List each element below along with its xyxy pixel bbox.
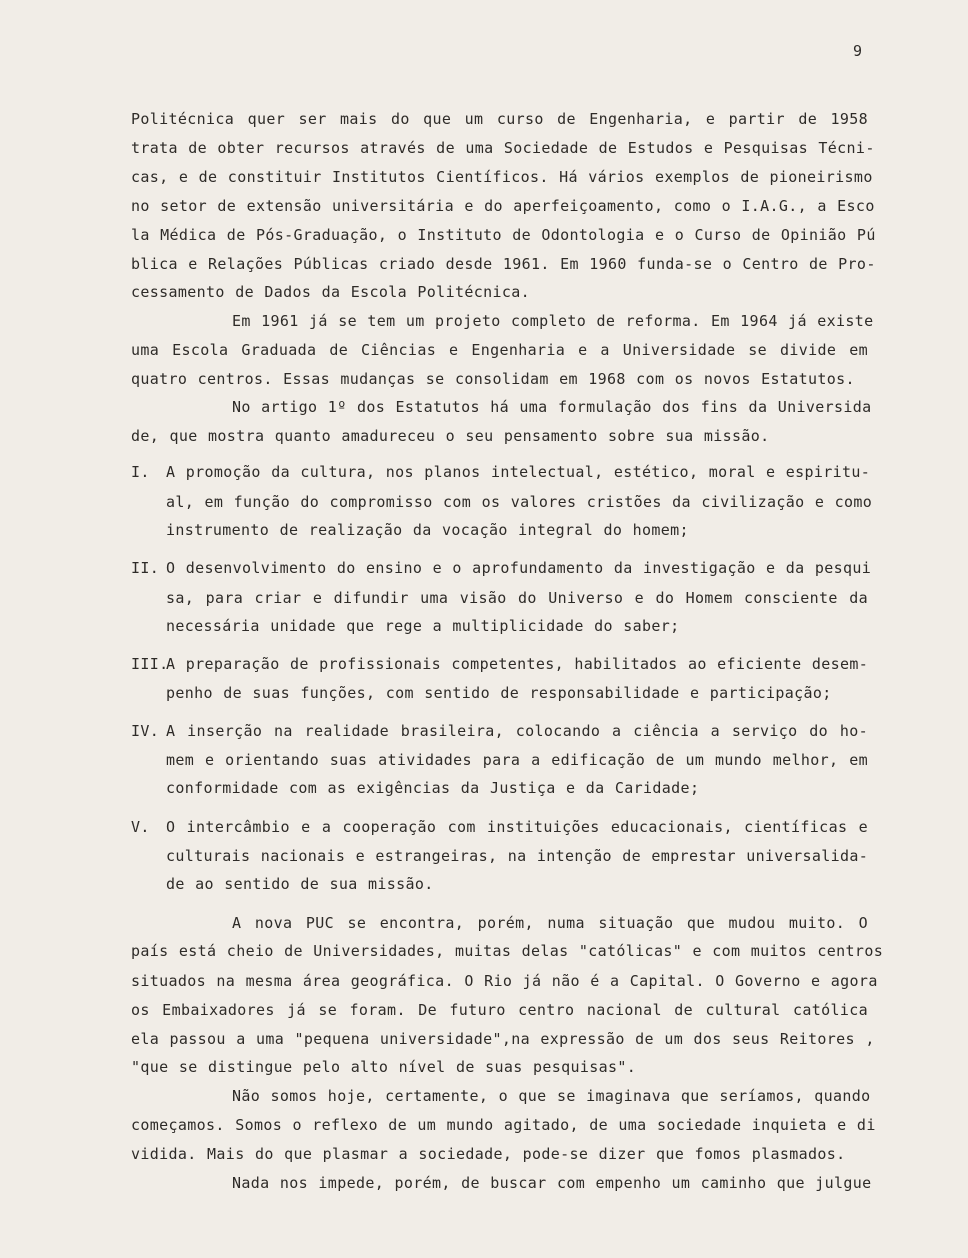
paragraph-line: "que se distingue pelo alto nível de suas pesquisas". <box>131 1058 637 1076</box>
list-item-line: mem e orientando suas atividades para a edificação de um mundo melhor, em <box>166 751 868 769</box>
paragraph-line: A nova PUC se encontra, porém, numa situação que mudou muito. O <box>232 914 868 932</box>
list-item-line: al, em função do compromisso com os valores cristões da civilização e como <box>166 493 873 511</box>
paragraph-line: cessamento de Dados da Escola Politécnica. <box>131 283 530 301</box>
list-item-line: A preparação de profissionais competentes, habilitados ao eficiente desem- <box>166 655 869 673</box>
list-item-line: A promoção da cultura, nos planos intelectual, estético, moral e espiritu- <box>166 463 871 481</box>
paragraph-line: cas, e de constituir Institutos Científicos. Há vários exemplos de pioneirismo <box>131 168 873 186</box>
list-item-line: A inserção na realidade brasileira, colocando a ciência a serviço do ho- <box>166 722 868 740</box>
paragraph-line: Em 1961 já se tem um projeto completo de reforma. Em 1964 já existe <box>232 312 874 330</box>
paragraph-line: vidida. Mais do que plasmar a sociedade, pode-se dizer que fomos plasmados. <box>131 1145 846 1163</box>
list-item-marker: IV. <box>131 722 160 740</box>
paragraph-line: quatro centros. Essas mudanças se consolidam em 1968 com os novos Estatutos. <box>131 370 855 388</box>
list-item-marker: III. <box>131 655 169 673</box>
paragraph-line: ela passou a uma "pequena universidade",na expressão de um dos seus Reitores , <box>131 1030 875 1048</box>
paragraph-line: uma Escola Graduada de Ciências e Engenharia e a Universidade se divide em <box>131 341 868 359</box>
list-item-line: penho de suas funções, com sentido de responsabilidade e participação; <box>166 684 832 702</box>
list-item-line: necessária unidade que rege a multiplicidade do saber; <box>166 617 680 635</box>
paragraph-line: Nada nos impede, porém, de buscar com empenho um caminho que julgue <box>232 1174 872 1192</box>
paragraph-line: la Médica de Pós-Graduação, o Instituto de Odontologia e o Curso de Opinião Pú <box>131 226 876 244</box>
paragraph-line: de, que mostra quanto amadureceu o seu pensamento sobre sua missão. <box>131 427 770 445</box>
list-item-marker: V. <box>131 818 150 836</box>
list-item-line: de ao sentido de sua missão. <box>166 875 434 893</box>
paragraph-line: situados na mesma área geográfica. O Rio já não é a Capital. O Governo e agora <box>131 972 878 990</box>
list-item-line: O desenvolvimento do ensino e o aprofundamento da investigação e da pesqui <box>166 559 872 577</box>
list-item-marker: I. <box>131 463 150 481</box>
list-item-line: O intercâmbio e a cooperação com instituições educacionais, científicas e <box>166 818 868 836</box>
list-item-line: instrumento de realização da vocação integral do homem; <box>166 521 689 539</box>
list-item-marker: II. <box>131 559 160 577</box>
paragraph-line: No artigo 1º dos Estatutos há uma formulação dos fins da Universida <box>232 398 872 416</box>
paragraph-line: país está cheio de Universidades, muitas delas "católicas" e com muitos centros <box>131 942 884 960</box>
list-item-line: conformidade com as exigências da Justiça e da Caridade; <box>166 779 700 797</box>
paragraph-line: blica e Relações Públicas criado desde 1961. Em 1960 funda-se o Centro de Pro- <box>131 255 876 273</box>
paragraph-line: começamos. Somos o reflexo de um mundo agitado, de uma sociedade inquieta e di <box>131 1116 876 1134</box>
paragraph-line: Politécnica quer ser mais do que um curso de Engenharia, e partir de 1958 <box>131 110 868 128</box>
paragraph-line: Não somos hoje, certamente, o que se imaginava que seríamos, quando <box>232 1087 871 1105</box>
list-item-line: sa, para criar e difundir uma visão do Universo e do Homem consciente da <box>166 589 868 607</box>
paragraph-line: no setor de extensão universitária e do aperfeiçoamento, como o I.A.G., a Esco <box>131 197 875 215</box>
paragraph-line: os Embaixadores já se foram. De futuro centro nacional de cultural católica <box>131 1001 868 1019</box>
paragraph-line: trata de obter recursos através de uma Sociedade de Estudos e Pesquisas Técni- <box>131 139 875 157</box>
list-item-line: culturais nacionais e estrangeiras, na intenção de emprestar universalida- <box>166 847 869 865</box>
page-number: 9 <box>853 42 863 60</box>
